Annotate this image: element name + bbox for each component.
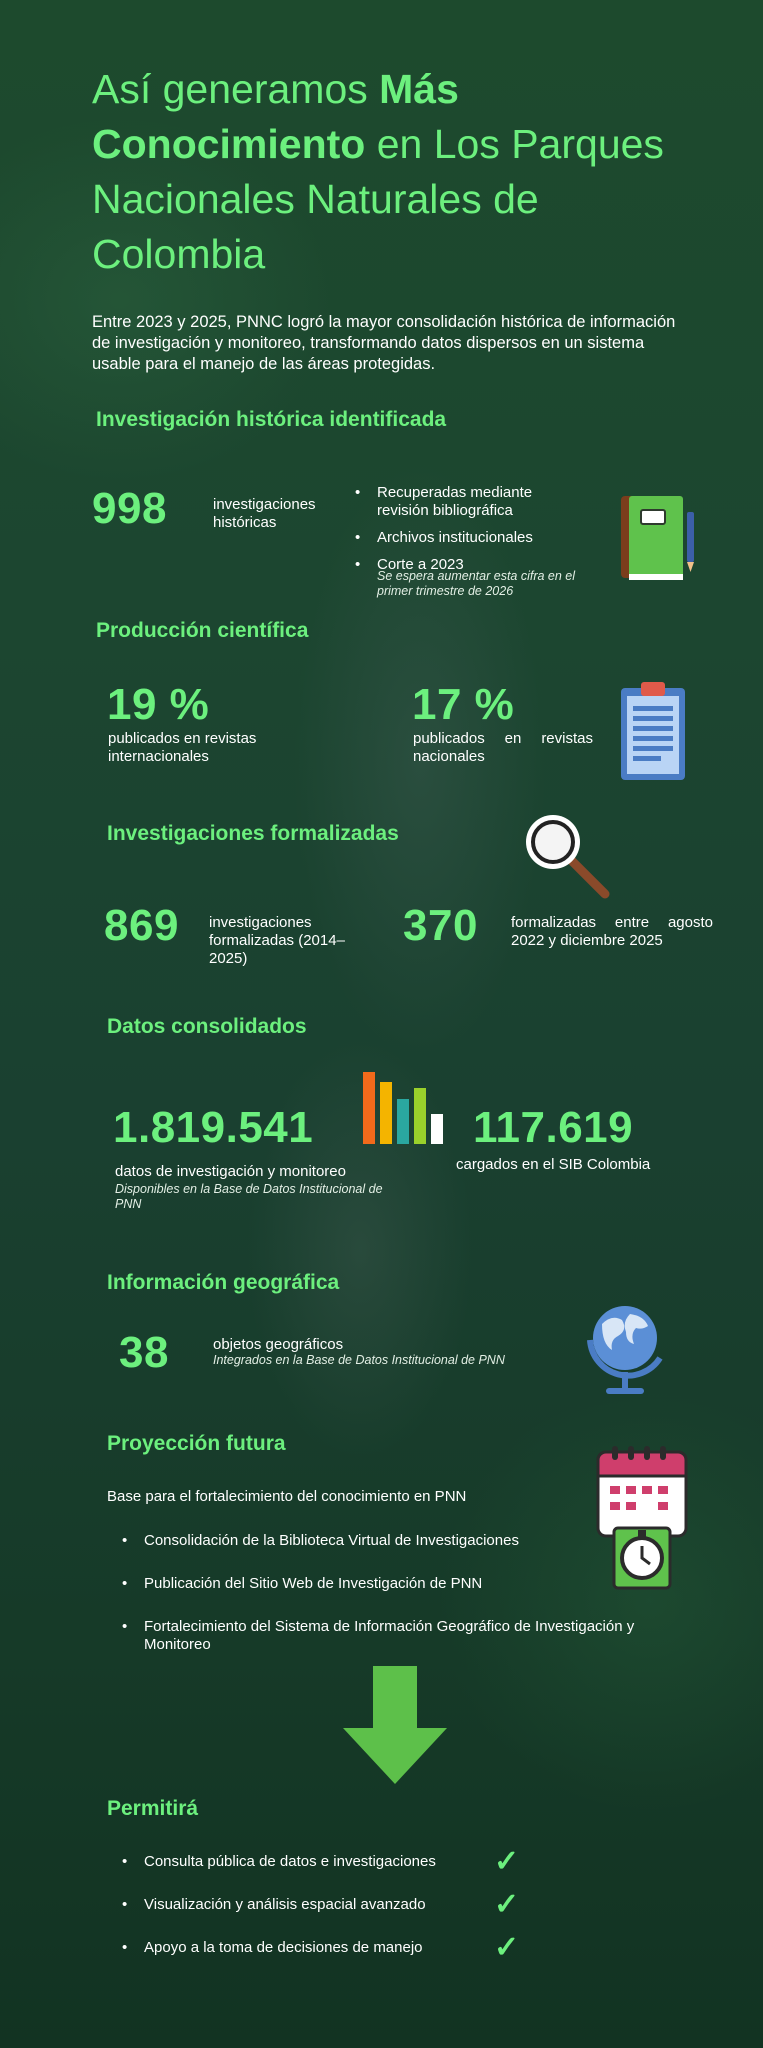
datos-stat2-value: 117.619 — [473, 1103, 634, 1152]
check-icon: ✓ — [494, 1931, 520, 1964]
produccion-stat1-label: publicados en revistas internacionales — [108, 730, 257, 765]
formalizadas-stat2-value: 370 — [403, 901, 478, 950]
bar-chart-icon-bar — [380, 1082, 392, 1144]
produccion-stat1-value: 19 % — [107, 680, 210, 729]
permitira-list — [122, 1853, 482, 1957]
list-item: • Visualización y análisis espacial avanzado — [122, 1896, 482, 1914]
formalizadas-stat1-label: investigaciones formalizadas (2014–2025) — [209, 914, 345, 967]
datos-stat1-label: datos de investigación y monitoreo — [115, 1163, 346, 1180]
bar-chart-icon-bar — [431, 1114, 443, 1144]
check-icon: ✓ — [494, 1845, 520, 1878]
geografica-number: 38 — [119, 1328, 169, 1377]
list-item: • Apoyo a la toma de decisiones de manejo — [122, 1939, 482, 1957]
list-item: • Fortalecimiento del Sistema de Información Geográfico de Investigación y Monitoreo — [122, 1618, 702, 1654]
section-heading-geografica: Información geográfica — [107, 1271, 340, 1294]
section-heading-produccion: Producción científica — [96, 619, 309, 642]
list-item: • Archivos institucionales — [355, 529, 585, 547]
datos-stat2-label: cargados en el SIB Colombia — [456, 1156, 651, 1173]
page-title: Así generamos Más Conocimiento en Los Parques Nacionales Naturales de Colombia — [92, 66, 664, 277]
produccion-stat2-value: 17 % — [412, 680, 515, 729]
bar-chart-icon-bar — [397, 1099, 409, 1144]
section-heading-historica: Investigación histórica identificada — [96, 408, 447, 431]
geografica-note: Integrados en la Base de Datos Institucional de PNN — [213, 1353, 505, 1367]
section-heading-formalizadas: Investigaciones formalizadas — [107, 822, 399, 845]
bar-chart-icon — [363, 1070, 449, 1144]
list-item: • Corte a 2023 — [355, 556, 585, 574]
formalizadas-stat1-value: 869 — [104, 901, 179, 950]
bar-chart-icon-bar — [363, 1072, 375, 1144]
list-item: • Recuperadas mediante revisión bibliográfica — [355, 484, 585, 520]
datos-stat1-value: 1.819.541 — [113, 1103, 314, 1152]
proyeccion-intro: Base para el fortalecimiento del conocimiento en PNN — [107, 1488, 467, 1505]
globe-icon — [580, 1296, 670, 1405]
clipboard-icon — [617, 680, 692, 790]
bar-chart-icon-bar — [414, 1088, 426, 1144]
magnifier-icon — [523, 812, 613, 907]
section-heading-datos: Datos consolidados — [107, 1015, 307, 1038]
datos-stat1-note: Disponibles en la Base de Datos Institucional de PNN — [115, 1182, 383, 1211]
geografica-label: objetos geográficos — [213, 1336, 344, 1353]
notebook-icon — [617, 494, 697, 589]
list-item: • Publicación del Sitio Web de Investigación de PNN — [122, 1575, 702, 1593]
produccion-stat2-label: publicados en revistas nacionales — [413, 730, 593, 765]
intro-paragraph: Entre 2023 y 2025, PNNC logró la mayor consolidación histórica de información de investigación y monitoreo, transformando datos dispersos en un sistema usable para el manejo de las áreas protegidas. — [92, 313, 676, 373]
section-heading-proyeccion: Proyección futura — [107, 1432, 286, 1455]
arrow-down-icon — [343, 1666, 447, 1784]
formalizadas-stat2-label: formalizadas entre agosto 2022 y diciembre 2025 — [511, 914, 713, 949]
historica-note: Se espera aumentar esta cifra en el primer trimestre de 2026 — [377, 569, 576, 598]
section-heading-permitira: Permitirá — [107, 1797, 199, 1820]
check-icon: ✓ — [494, 1888, 520, 1921]
list-item: • Consulta pública de datos e investigaciones — [122, 1853, 482, 1871]
historica-bullets — [355, 484, 585, 574]
historica-number: 998 — [92, 484, 167, 533]
calendar-clock-icon — [596, 1444, 691, 1599]
list-item: • Consolidación de la Biblioteca Virtual de Investigaciones — [122, 1532, 702, 1550]
historica-label: investigaciones históricas — [213, 496, 316, 531]
